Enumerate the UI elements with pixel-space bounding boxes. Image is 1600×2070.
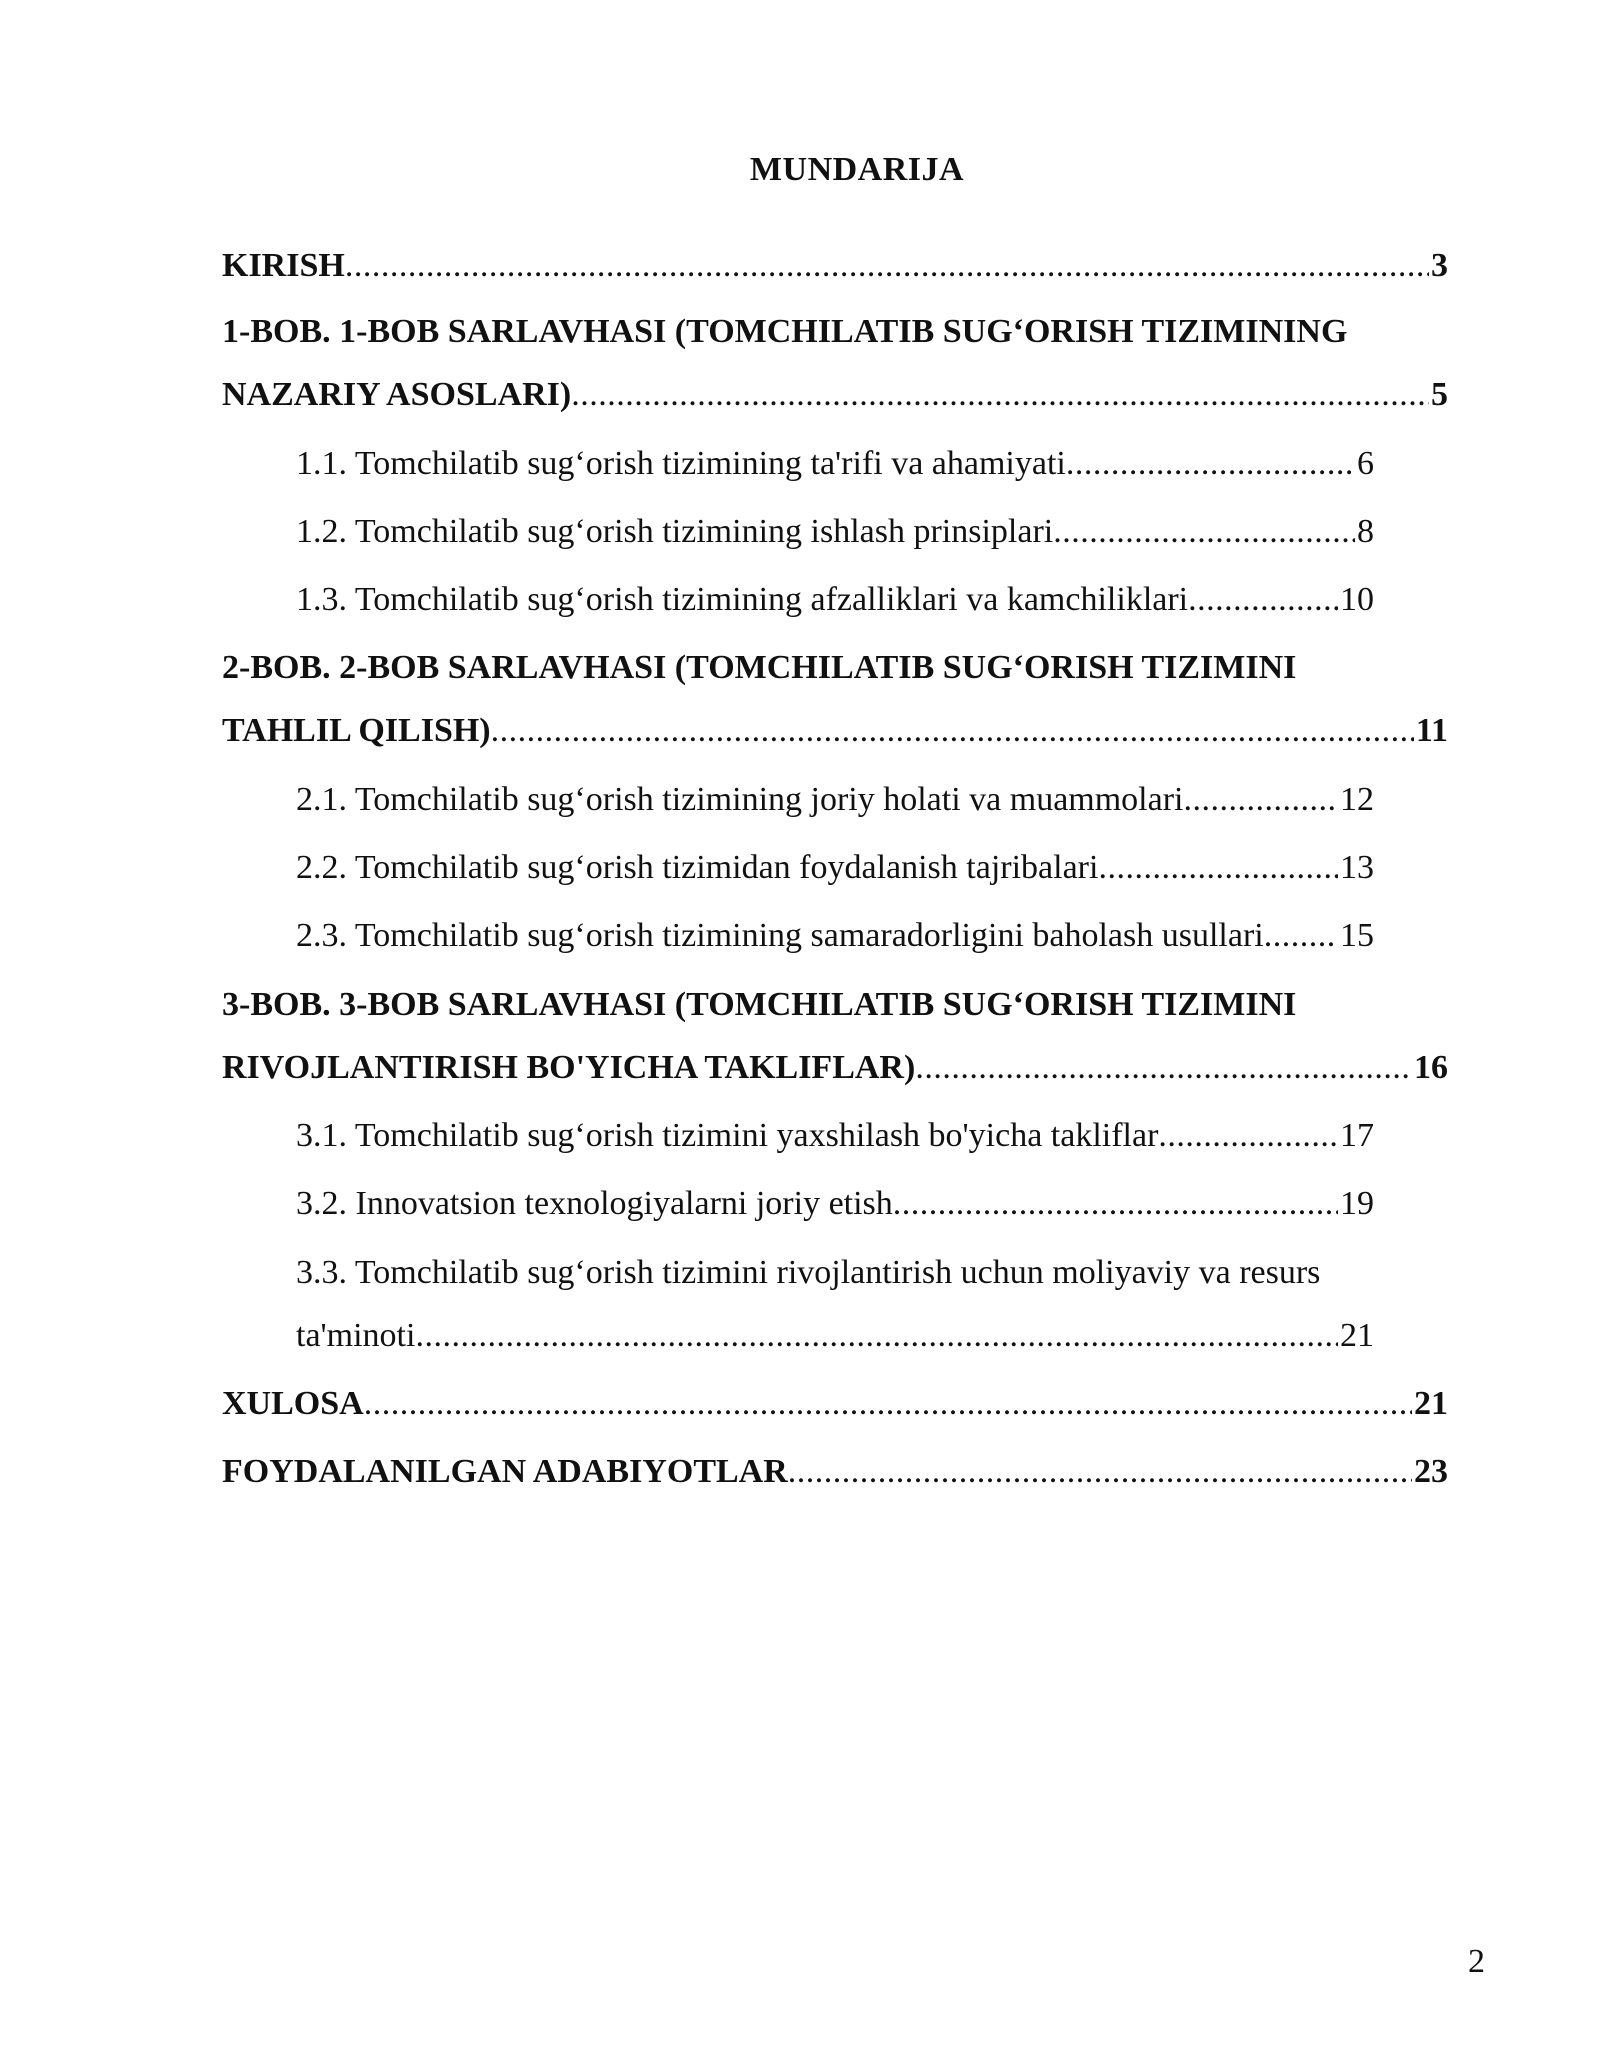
toc-entry-label: ta'minoti (296, 1317, 416, 1354)
toc-page-number: 21 (1414, 1385, 1448, 1422)
toc-entry-xulosa (222, 1382, 1448, 1426)
toc-section-3-2 (296, 1182, 1374, 1226)
toc-section-3-1 (296, 1114, 1374, 1158)
toc-entry-label: KIRISH (222, 247, 345, 284)
dot-leader (491, 709, 1414, 753)
toc-entry-label: RIVOJLANTIRISH BO'YICHA TAKLIFLAR) (222, 1049, 916, 1086)
toc-section-1-3 (296, 578, 1374, 622)
toc-page-number: 23 (1414, 1453, 1448, 1490)
dot-leader (1158, 1114, 1338, 1158)
dot-leader (1098, 846, 1338, 890)
toc-entry-label: 2.2. Tomchilatib sug‘orish tizimidan foydalanish tajribalari (296, 849, 1099, 886)
toc-page-number: 13 (1340, 849, 1374, 886)
toc-page-number: 17 (1340, 1117, 1374, 1154)
dot-leader (1053, 510, 1355, 554)
dot-leader (1184, 778, 1339, 822)
toc-entry-label: 3-BOB. 3-BOB SARLAVHASI (TOMCHILATIB SUG‘ORISH TIZIMINI (222, 986, 1297, 1023)
toc-section-3-3-line-1 (296, 1251, 1374, 1295)
toc-page-number: 21 (1340, 1317, 1374, 1354)
toc-entry-label: 1.2. Tomchilatib sug‘orish tizimining ishlash prinsiplari (296, 513, 1054, 550)
toc-section-1-2 (296, 510, 1374, 554)
toc-section-2-2 (296, 846, 1374, 890)
dot-leader (1188, 578, 1338, 622)
dot-leader (915, 1046, 1412, 1090)
toc-entry-label: NAZARIY ASOSLARI) (222, 376, 572, 413)
toc-entry-label: 1.3. Tomchilatib sug‘orish tizimining afzalliklari va kamchiliklari (296, 581, 1189, 618)
toc-entry-label: 2-BOB. 2-BOB SARLAVHASI (TOMCHILATIB SUG‘ORISH TIZIMINI (222, 649, 1297, 686)
toc-chapter-1-line-2 (222, 373, 1448, 417)
toc-chapter-2-line-2 (222, 709, 1448, 753)
toc-page-number: 11 (1415, 712, 1448, 749)
toc-section-2-3 (296, 914, 1374, 958)
toc-page-number: 15 (1340, 917, 1374, 954)
toc-chapter-3-line-1 (222, 983, 1448, 1027)
toc-page-number: 5 (1431, 376, 1448, 413)
dot-leader (415, 1314, 1338, 1358)
toc-page-number: 10 (1340, 581, 1374, 618)
toc-title: MUNDARIJA (749, 151, 965, 188)
dot-leader (345, 244, 1429, 288)
toc-entry-label: TAHLIL QILISH) (222, 712, 491, 749)
toc-entry-label: 3.1. Tomchilatib sug‘orish tizimini yaxshilash bo'yicha takliflar (296, 1117, 1159, 1154)
toc-chapter-3-line-2 (222, 1046, 1448, 1090)
toc-entry-label: FOYDALANILGAN ADABIYOTLAR (222, 1453, 788, 1490)
toc-section-3-3-line-2 (296, 1314, 1374, 1358)
toc-entry-label: 1-BOB. 1-BOB SARLAVHASI (TOMCHILATIB SUG‘ORISH TIZIMINING (222, 313, 1348, 350)
dot-leader (1264, 914, 1338, 958)
toc-entry-label: XULOSA (222, 1385, 364, 1422)
page-number: 2 (1468, 1943, 1485, 1980)
toc-page-number: 12 (1340, 781, 1374, 818)
toc-entry-label: 1.1. Tomchilatib sug‘orish tizimining ta'rifi va ahamiyati (296, 445, 1066, 482)
dot-leader (364, 1382, 1412, 1426)
toc-chapter-1-line-1 (222, 310, 1448, 354)
toc-entry-kirish (222, 244, 1448, 288)
toc-section-1-1 (296, 442, 1374, 486)
toc-entry-label: 3.2. Innovatsion texnologiyalarni joriy etish (296, 1185, 893, 1222)
toc-page-number: 16 (1414, 1049, 1448, 1086)
toc-entry-adabiyotlar (222, 1450, 1448, 1494)
dot-leader (788, 1450, 1412, 1494)
toc-page-number: 19 (1340, 1185, 1374, 1222)
toc-entry-label: 2.3. Tomchilatib sug‘orish tizimining samaradorligini baholash usullari (296, 917, 1264, 954)
toc-page-number: 8 (1357, 513, 1374, 550)
toc-chapter-2-line-1 (222, 646, 1448, 690)
toc-section-2-1 (296, 778, 1374, 822)
toc-page-number: 6 (1357, 445, 1374, 482)
toc-page-number: 3 (1431, 247, 1448, 284)
dot-leader (571, 373, 1429, 417)
toc-entry-label: 3.3. Tomchilatib sug‘orish tizimini rivojlantirish uchun moliyaviy va resurs (296, 1254, 1321, 1291)
dot-leader (893, 1182, 1338, 1226)
dot-leader (1066, 442, 1355, 486)
toc-entry-label: 2.1. Tomchilatib sug‘orish tizimining joriy holati va muammolari (296, 781, 1184, 818)
